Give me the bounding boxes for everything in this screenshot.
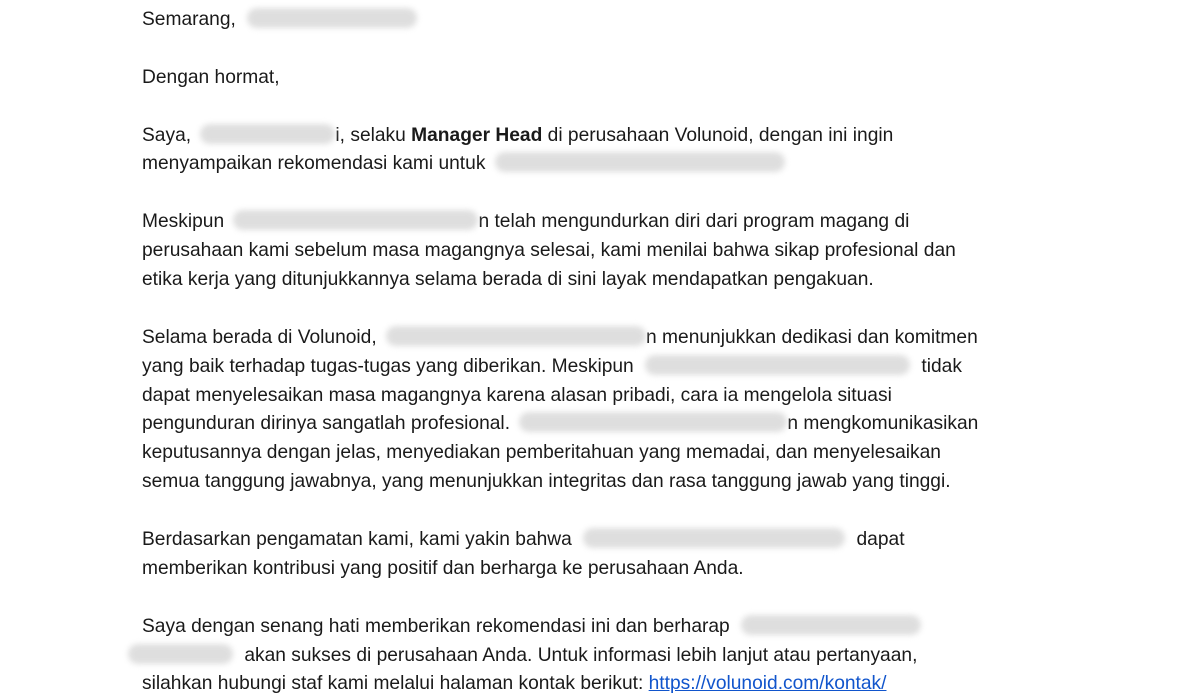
text-segment: di perusahaan Volunoid, dengan ini ingin [547,124,894,146]
redacted-name [128,644,233,664]
text-line: perusahaan kami sebelum masa magangnya selesai, kami menilai bahwa sikap profesional dan [142,240,956,262]
text-segment: i, selaku [335,124,406,146]
text-line: memberikan kontribusi yang positif dan berharga ke perusahaan Anda. [142,557,744,579]
text-segment: dapat [856,529,905,551]
paragraph-2 [142,208,1142,295]
paragraph-1 [142,122,1142,180]
paragraph-4 [142,526,1142,584]
text-segment: n menunjukkan dedikasi dan komitmen [646,326,978,348]
text-line: etika kerja yang ditunjukkannya selama berada di sini layak mendapatkan pengakuan. [142,269,874,291]
text-segment: Selama berada di Volunoid, [142,326,377,348]
text-segment: Berdasarkan pengamatan kami, kami yakin bahwa [142,529,572,551]
redacted-name [645,355,910,375]
text-segment: n telah mengundurkan diri dari program magang di [478,211,910,233]
text-segment: Meskipun [142,211,225,233]
salutation: Dengan hormat, [142,66,280,88]
text-segment: tidak [921,355,962,377]
redacted-date [247,8,417,28]
paragraph-3 [142,324,1142,497]
redacted-name [495,152,785,172]
text-segment: akan sukses di perusahaan Anda. Untuk informasi lebih lanjut atau pertanyaan, [244,644,918,666]
redacted-name [200,124,335,144]
letter-body [142,6,1142,699]
redacted-name [741,615,921,635]
redacted-name [519,412,787,432]
text-segment: Saya dengan senang hati memberikan rekomendasi ini dan berharap [142,615,730,637]
text-segment: menyampaikan rekomendasi kami untuk [142,153,486,175]
text-line: dapat menyelesaikan masa magangnya karena alasan pribadi, cara ia mengelola situasi [142,384,892,406]
position-title: Manager Head [411,124,543,146]
date-city: Semarang, [142,9,236,30]
redacted-name [233,210,478,230]
text-segment: n mengkomunikasikan [787,413,979,435]
text-segment: Saya, [142,124,192,146]
text-segment: silahkan hubungi staf kami melalui halaman kontak berikut: [142,673,644,695]
text-segment: yang baik terhadap tugas-tugas yang diberikan. Meskipun [142,355,634,377]
date-line [142,6,1142,35]
paragraph-5 [142,613,1142,700]
contact-page-link[interactable]: https://volunoid.com/kontak/ [648,673,887,695]
text-line: semua tanggung jawabnya, yang menunjukkan integritas dan rasa tanggung jawab yang tinggi. [142,471,951,493]
text-segment: pengunduran dirinya sangatlah profesional. [142,413,511,435]
redacted-name [386,326,646,346]
text-line: keputusannya dengan jelas, menyediakan pemberitahuan yang memadai, dan menyelesaikan [142,442,941,464]
redacted-name [583,528,845,548]
